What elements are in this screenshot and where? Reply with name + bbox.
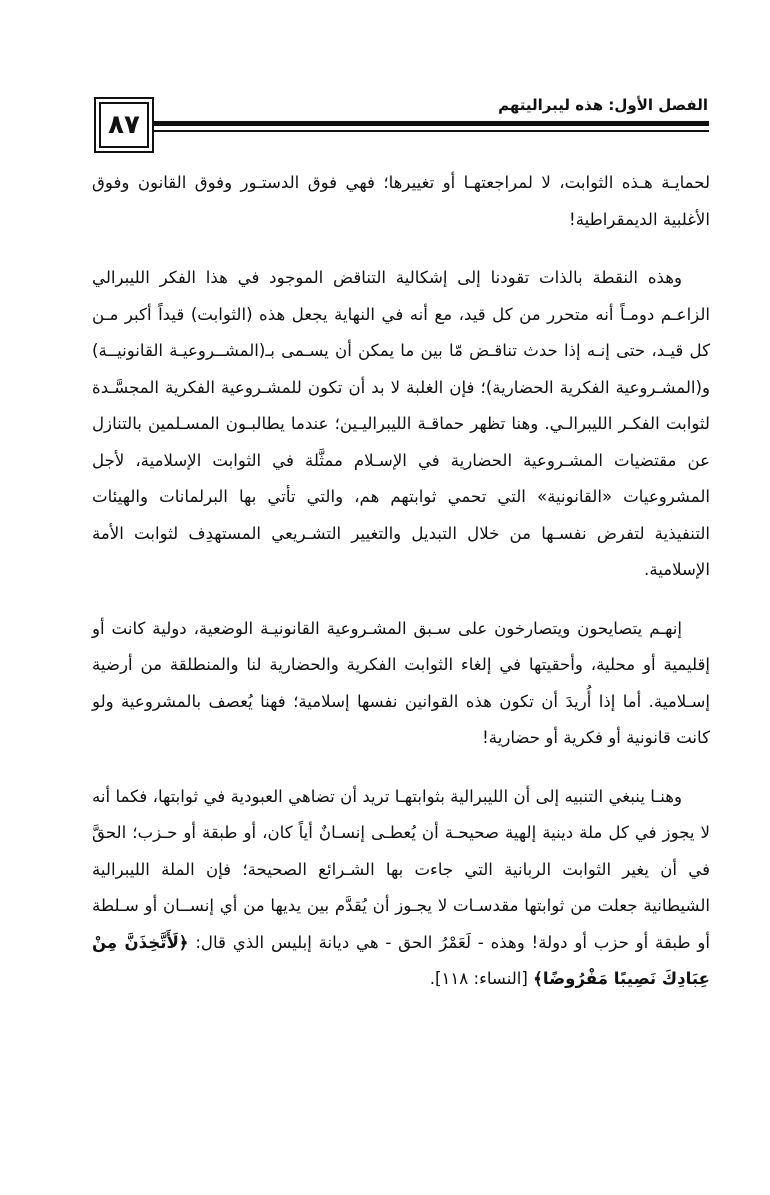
paragraph-4-text: وهنـا ينبغي التنبيه إلى أن الليبرالية بثوابتهـا تريد أن تضاهي العبودية في ثوابتها، فكما أنه لا يجوز في كل ملة دينية إلهية صحيحـة أن يُعطـى إنسـانٌ أياً كان، أو طبقة أو حـزب؛ الحقَّ في أن يغير الثوابت الربانية التي جاءت بها الشـرائع الصحيحة؛ فإن الملة الليبرالية الشيطانية جعلت من ثوابتها مقدسـات لا يجـوز أن يُقدَّم بين يديها من أي إنســان أو سـلطة أو طبقة أو حزب أو دولة! وهذه - لَعَمْرُ الحق - هي ديانة إبليس الذي قال:: [92, 786, 710, 952]
paragraph-4: [92, 779, 710, 998]
page-number-box: [94, 97, 154, 153]
header-rule-thin: [154, 130, 709, 132]
running-title: الفصل الأول: هذه ليبراليتهم: [498, 96, 708, 114]
paragraph-2: وهذه النقطة بالذات تقودنا إلى إشكالية التناقض الموجود في هذا الفكر الليبرالي الزاعـم دومـاً أنه متحرر من كل قيد، مع أنه في النهاية يجعل هذه (الثوابت) قيداً أكبر مـن كل قيـد، حتى إنـه إذا حدث تناقـض مّا بين ما يمكن أن يسـمى بـ(المشــروعيـة القانونيــة) و(المشـروعية الفكرية الحضارية)؛ فإن الغلبة لا بد أن تكون للمشـروعية الفكرية المجسَّـدة لثوابت الفكـر الليبرالـي. وهنا تظهر حماقـة الليبراليـين؛ عندما يطالبـون المسـلمين بالتنازل عن مقتضيات المشـروعية الحضارية في الإسـلام ممثَّلة في الثوابت الإسلامية، لأجل المشروعيات «القانونية» التي تحمي ثوابتهم هم، والتي تأتي بها البرلمانات والهيئات التنفيذية لتفرض نفسـها من خلال التبديل والتغيير التشـريعي المستهدِف لثوابت الأمة الإسلامية.: [92, 268, 710, 579]
header-rule: [154, 121, 709, 126]
body-text: [92, 165, 710, 998]
verse-reference: [النساء: ١١٨].: [429, 969, 528, 988]
paragraph-3: إنهـم يتصايحون ويتصارخون على سـبق المشـروعية القانونيـة الوضعية، دولية كانت أو إقليمية أو محلية، وأحقيتها في إلغاء الثوابت الفكرية والحضارية لنا والمنطلقة من أرضية إسـلامية. أما إذا أُريدَ أن تكون هذه القوانين نفسها إسلامية؛ فهنا يُعصف بالمشروعية ولو كانت قانونية أو فكرية أو حضارية!: [92, 618, 710, 747]
page-number: ٨٧: [108, 110, 140, 140]
quran-verse: ﴿لَأَتَّخِذَنَّ مِنْ عِبَادِكَ نَصِيبًا مَفْرُوضًا﴾: [92, 932, 710, 988]
paragraph-1: لحمايـة هـذه الثوابت، لا لمراجعتهـا أو تغييرها؛ فهي فوق الدستـور وفوق القانون وفوق الأغلبية الديمقراطية!: [92, 173, 710, 229]
